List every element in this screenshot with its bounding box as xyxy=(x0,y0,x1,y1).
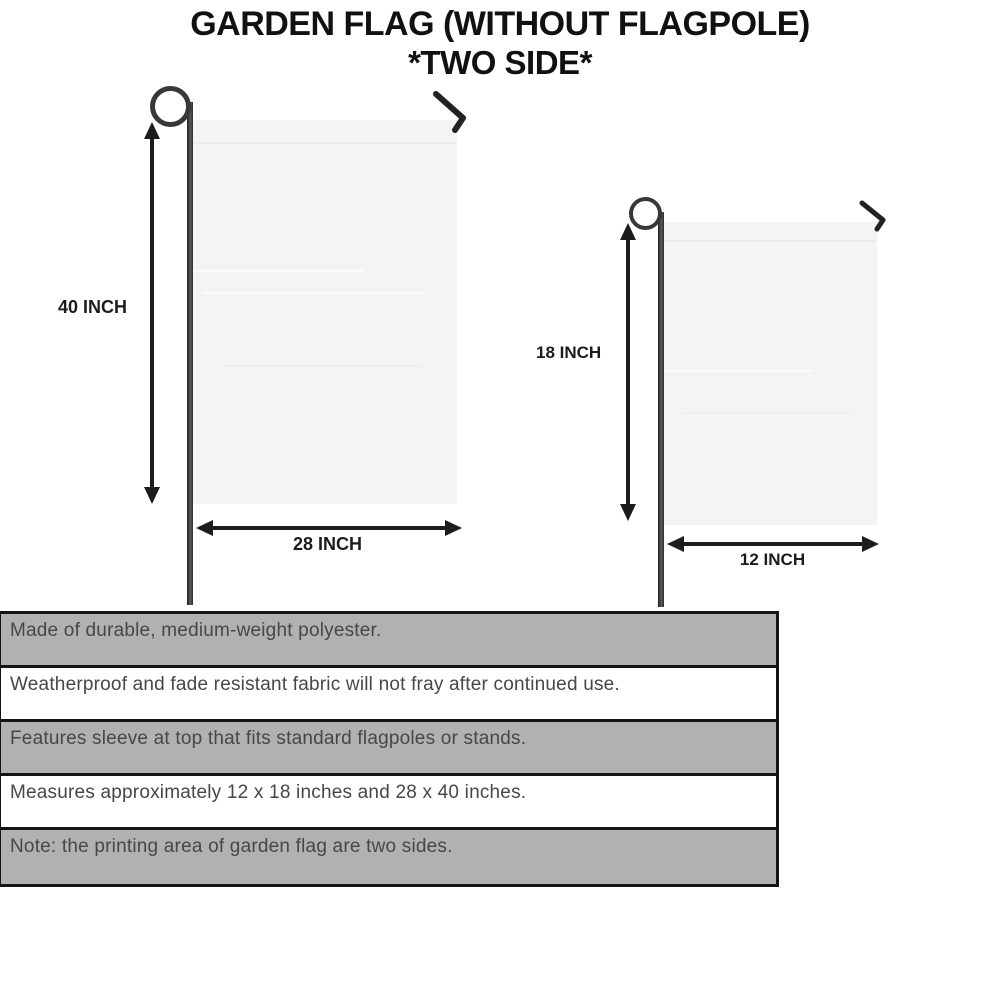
height-label-large: 40 INCH xyxy=(58,297,128,317)
title-line-2: *TWO SIDE* xyxy=(408,44,592,82)
width-label-large: 28 INCH xyxy=(292,534,363,554)
height-arrow-small xyxy=(618,223,638,521)
feature-row: Weatherproof and fade resistant fabric will not fray after continued use. xyxy=(1,668,776,722)
fabric-crease xyxy=(203,292,423,294)
feature-row: Note: the printing area of garden flag are two sides. xyxy=(1,830,776,884)
feature-row: Measures approximately 12 x 18 inches and 28 x 40 inches. xyxy=(1,776,776,830)
height-label-small: 18 INCH xyxy=(536,343,602,362)
flagpole-loop-icon xyxy=(150,86,191,127)
flagpole-hook-icon xyxy=(857,198,891,234)
page-title xyxy=(0,4,1000,83)
fabric-crease xyxy=(223,365,423,367)
flagpole-small xyxy=(658,212,664,607)
flag-small xyxy=(662,222,877,525)
width-label-small: 12 INCH xyxy=(739,550,806,569)
flag-large xyxy=(193,120,457,504)
flagpole-loop-icon xyxy=(629,197,662,230)
flagpole-hook-icon xyxy=(430,88,474,136)
flag-sleeve-seam xyxy=(193,142,457,144)
feature-row: Made of durable, medium-weight polyester. xyxy=(1,614,776,668)
feature-table xyxy=(0,611,779,887)
flag-sleeve-seam xyxy=(662,240,877,242)
feature-row: Features sleeve at top that fits standard flagpoles or stands. xyxy=(1,722,776,776)
title-line-1: GARDEN FLAG (WITHOUT FLAGPOLE) xyxy=(190,5,810,43)
flagpole-large xyxy=(187,102,193,605)
fabric-crease xyxy=(193,270,363,272)
fabric-crease xyxy=(662,370,812,372)
fabric-crease xyxy=(682,412,852,414)
